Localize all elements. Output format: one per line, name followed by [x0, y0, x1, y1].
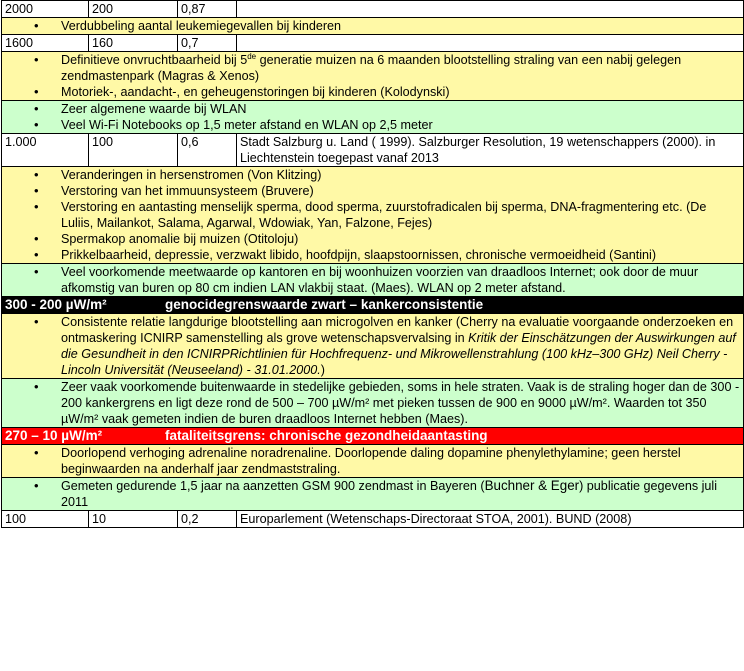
value-cell-2: 10 — [89, 511, 178, 528]
value-cell-1: 1.000 — [2, 134, 89, 167]
bullet-cell — [2, 167, 744, 264]
bullet-item: • Motoriek-, aandacht-, en geheugenstoringen bij kinderen (Kolodynski) — [5, 84, 740, 100]
section-header-row — [2, 428, 744, 445]
bullet-list — [5, 379, 740, 427]
bullet-row — [2, 445, 744, 478]
bullet-item: • Zeer vaak voorkomende buitenwaarde in stedelijke gebieden, soms in hele straten. Vaak is de straling hoger dan de 300 - 200 kankergrens en ligt deze rond de 500 – 700 µW/m² met pieken tussen de 900 en 9000 µW/m². Waarden tot 350 µW/m² vaak gemeten indien de buren draadloos Internet hebben (Maes). — [5, 379, 740, 427]
header-level: 270 – 10 µW/m² — [5, 428, 103, 443]
bullet-list — [5, 478, 740, 510]
bullet-item: • Verdubbeling aantal leukemiegevallen bij kinderen — [5, 18, 740, 34]
bullet-text-tail: generatie muizen na 6 maanden blootstelling straling van een nabij gelegen zendmastenpark (Magras & Xenos) — [61, 53, 682, 83]
value-cell-1: 1600 — [2, 35, 89, 52]
bullet-text-tail: ) publicatie gegevens juli 2011 — [61, 479, 718, 509]
value-cell-3: 0,2 — [178, 511, 237, 528]
bullet-cell — [2, 314, 744, 379]
bullet-cell — [2, 478, 744, 511]
italic-citation: Kritik der Einschätzungen der Auswirkungen auf die Gesundheit in den ICNIRPRichtlinien für Hochfrequenz- und Mikrowellenstrahlung (100 kHz–300 GHz) Neil Cherry - Lincoln Universität (Neuseeland) - 31.01.2000. — [61, 331, 736, 377]
bullet-item — [5, 314, 740, 378]
superscript: de — [247, 51, 257, 61]
section-header — [2, 297, 744, 314]
bullet-cell — [2, 445, 744, 478]
value-cell-4 — [237, 1, 744, 18]
section-header — [2, 428, 744, 445]
value-cell-2: 200 — [89, 1, 178, 18]
bullet-item: • Prikkelbaarheid, depressie, verzwakt libido, hoofdpijn, slaapstoornissen, chronische vermoeidheid (Santini) — [5, 247, 740, 263]
bullet-row — [2, 52, 744, 101]
value-cell-2: 160 — [89, 35, 178, 52]
bullet-text: Consistente relatie langdurige blootstelling aan microgolven en kanker (Cherry na evaluatie voorgaande onderzoeken en ontmaskering ICNIRP samenstelling als grove wetenschapsvervalsing in — [61, 315, 734, 345]
bullet-row — [2, 18, 744, 35]
bullet-cell — [2, 101, 744, 134]
value-cell-4: Europarlement (Wetenschaps-Directoraat STOA, 2001). BUND (2008) — [237, 511, 744, 528]
bullet-item: • Zeer algemene waarde bij WLAN — [5, 101, 740, 117]
bullet-list — [5, 264, 740, 296]
value-cell-3: 0,87 — [178, 1, 237, 18]
bullet-item: • Spermakop anomalie bij muizen (Otitoloju) — [5, 231, 740, 247]
header-title: genocidegrenswaarde zwart – kankerconsistentie — [165, 297, 484, 312]
bullet-cell — [2, 379, 744, 428]
document-table — [1, 0, 744, 528]
bullet-list — [5, 314, 740, 378]
bullet-row — [2, 264, 744, 297]
value-cell-2: 100 — [89, 134, 178, 167]
value-cell-4: Stadt Salzburg u. Land ( 1999). Salzburger Resolution, 19 wetenschappers (2000). in Liechtenstein toegepast vanaf 2013 — [237, 134, 744, 167]
bullet-row — [2, 314, 744, 379]
bullet-row — [2, 167, 744, 264]
document-table-body — [2, 1, 744, 528]
bullet-cell — [2, 18, 744, 35]
value-cell-3: 0,7 — [178, 35, 237, 52]
value-row — [2, 35, 744, 52]
header-level: 300 - 200 µW/m² — [5, 297, 107, 312]
section-header-row — [2, 297, 744, 314]
bullet-item: • Veranderingen in hersenstromen (Von Klitzing) — [5, 167, 740, 183]
bullet-list — [5, 167, 740, 263]
bullet-list — [5, 101, 740, 133]
value-row — [2, 134, 744, 167]
bullet-text: Definitieve onvruchtbaarheid bij 5 — [61, 53, 248, 67]
bullet-cell — [2, 52, 744, 101]
bullet-item: • Veel voorkomende meetwaarde op kantoren en bij woonhuizen voorzien van draadloos Internet; ook door de muur afkomstig van buren op 80 cm indien LAN vlakbij staat. (Maes). WLAN op 2 meter afstand. — [5, 264, 740, 296]
bullet-item: • Verstoring en aantasting menselijk sperma, dood sperma, zuurstofradicalen bij sperma, DNA-fragmentering etc. (De Luliis, Mailankot, Salama, Agarwal, Wdowiak, Yan, Falzone, Fejes) — [5, 199, 740, 231]
bullet-row — [2, 379, 744, 428]
header-title: fataliteitsgrens: chronische gezondheidaantasting — [165, 428, 488, 443]
bullet-text: Gemeten gedurende 1,5 jaar na aanzetten GSM 900 zendmast in Bayeren ( — [61, 479, 485, 493]
author-names: Buchner & Eger — [484, 478, 580, 493]
bullet-row — [2, 478, 744, 511]
value-cell-1: 2000 — [2, 1, 89, 18]
value-cell-1: 100 — [2, 511, 89, 528]
value-cell-3: 0,6 — [178, 134, 237, 167]
bullet-item: • Verstoring van het immuunsysteem (Bruvere) — [5, 183, 740, 199]
value-cell-4 — [237, 35, 744, 52]
bullet-list — [5, 18, 740, 34]
bullet-cell — [2, 264, 744, 297]
value-row — [2, 1, 744, 18]
bullet-text-tail: ) — [320, 363, 325, 377]
bullet-item: • Veel Wi-Fi Notebooks op 1,5 meter afstand en WLAN op 2,5 meter — [5, 117, 740, 133]
bullet-row — [2, 101, 744, 134]
bullet-item — [5, 478, 740, 510]
bullet-list — [5, 52, 740, 100]
bullet-item — [5, 52, 740, 84]
bullet-list — [5, 445, 740, 477]
bullet-item: • Doorlopend verhoging adrenaline noradrenaline. Doorlopende daling dopamine phenylethylamine; geen herstel beginwaarden na anderhalf jaar zendmaststraling. — [5, 445, 740, 477]
value-row — [2, 511, 744, 528]
